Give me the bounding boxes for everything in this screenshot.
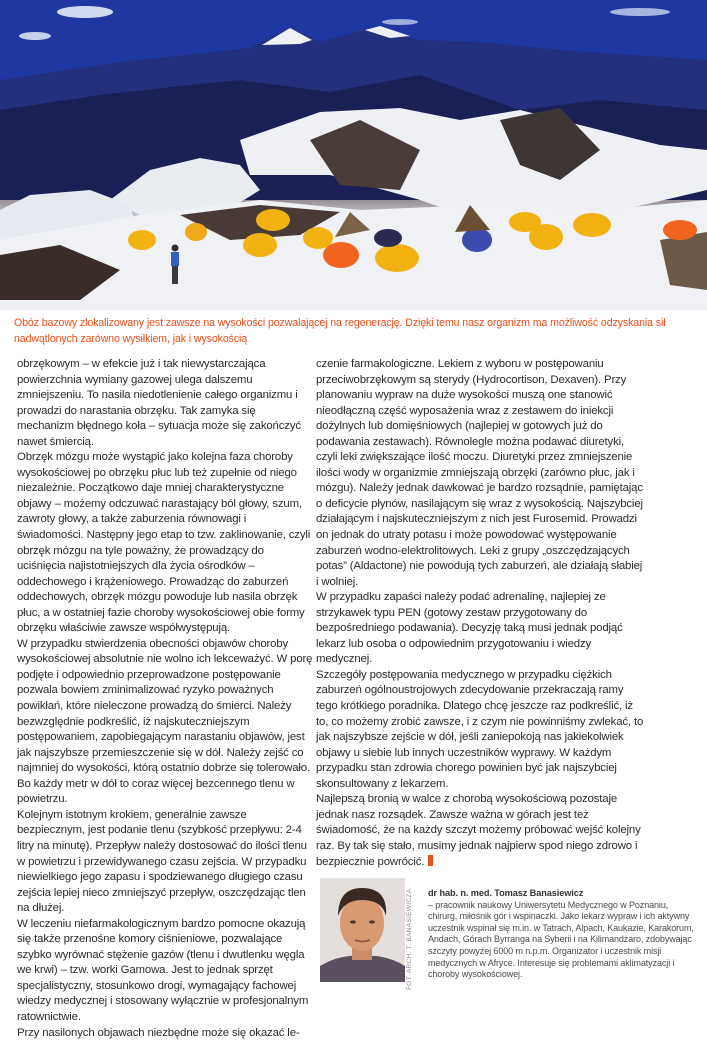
author-name: dr hab. n. med. Tomasz Banasiewicz — [428, 888, 584, 898]
paragraph: czenie farmakologiczne. Lekiem z wyboru w postępowaniu przeciwobrzękowym są sterydy (Hydrocortison, Dexaven). Przy planowaniu wypraw na duże wysokości muszą one stanowić nieodłączną część wyposażenia wraz z zestawem do iniekcji dożylnych lub domięśniowych (najlepiej w gotowych już do podawania zestawach). Równolegle można podawać diuretyki, czyli leki zwiększające ilość moczu. Diuretyki przez zmniejszenie ilości wody w organizmie zmniejszają obrzęki (zarówno płuc, jak i mózgu). Należy jednak dawkować je bardzo rozsądnie, pamiętając o deficycie płynów, nasilającym się wraz z wysokością. Najszybciej działającym i najskuteczniejszym z nich jest Furosemid. Prowadzi on jednak do utraty potasu i może powodować występowanie zaburzeń wodno-elektrolitowych. Leki z grupy „oszczędzających potas” (Aldactone) nie powodują tych zaburzeń, ale działają słabiej i wolniej. — [316, 358, 643, 588]
author-bio: – pracownik naukowy Uniwersytetu Medycznego w Poznaniu, chirurg, miłośnik gór i wspinaczki. Jako lekarz wypraw i ich aktywny uczestnik wspinał się m.in. w Tatrach, Alpach, Kaukazie, Karakorum, Andach, Górach Byrranga na Syberii i na Kilimandżaro, zdobywając szczyty powyżej 6000 m n.p.m. Organizator i uczestnik misji medycznych w Afryce. Interesuje się problemami aklimatyzacji i choroby wysokościowej. — [428, 899, 694, 980]
paragraph: W leczeniu niefarmakologicznym bardzo pomocne okazują się także przenośne komory ciśnieniowe, pozwalające szybko wyrównać stężenie gazów (tlenu i dwutlenku węgla we krwi) – tzw. worki Gamowa. Jest to jednak sprzęt specjalistyczny, stosunkowo drogi, wymagający fachowej wiedzy medycznej i stosowany wyłącznie w profesjonalnym ratownictwie. — [17, 917, 309, 1023]
photo-caption: Obóz bazowy zlokalizowany jest zawsze na wysokości pozwalającej na regenerację. Dzięki temu nasz organizm ma możliwość odzyskania sił nadwątlonych zarówno wysiłkiem, jak i wysokością — [14, 317, 666, 345]
author-bio-box — [428, 888, 698, 981]
paragraph-final — [316, 792, 646, 870]
paragraph: Obrzęk mózgu może wystąpić jako kolejna faza choroby wysokościowej po obrzęku płuc lub też zupełnie od niego niezależnie. Początkowo daje mniej charakterystyczne objawy – możemy odczuwać narastający ból głowy, szum, zawroty głowy, a także zaburzenia równowagi i świadomości. Następny jego etap to tzw. zaklinowanie, czyli obrzęk mózgu na tyle poważny, że prowadzący do uciśnięcia najistotniejszych dla życia ośrodków – oddechowego i krążeniowego. Prowadząc do zaburzeń oddechowych, obrzęk mózgu powoduje lub nasila obrzęk płuc, a w ostatniej fazie choroby wysokościowej obie formy obrzęku właściwie zawsze współwystępują. — [17, 451, 311, 635]
mountain-camp-illustration — [0, 0, 707, 310]
article-column-left — [17, 357, 313, 1041]
paragraph: Szczegóły postępowania medycznego w przypadku ciężkich zaburzeń ogólnoustrojowych zdecydowanie przekraczają ramy tego krótkiego poradnika. Dlatego chcę jeszcze raz podkreślić, iż to, co możemy zrobić zawsze, i z czym nie powinniśmy zwlekać, to jak najszybsze zejście w dół, jeśli zaniepokoją nas jakiekolwiek objawy u siebie lub innych uczestników wyprawy. W każdym przypadku stan zdrowia chorego powinien być jak najszybciej skonsultowany z lekarzem. — [316, 668, 644, 790]
end-of-article-mark-icon — [428, 855, 433, 866]
paragraph: Kolejnym istotnym krokiem, generalnie zawsze bezpiecznym, jest podanie tlenu (szybkość przepływu: 2-4 litry na minutę). Przepływ należy dostosować do ilości tlenu w powietrzu i przewidywanego czasu zejścia. W przypadku niewielkiego jego zapasu i spodziewanego długiego czasu zejścia lepiej nieco zmniejszyć przepływ, oszczędzając tlen na dłużej. — [17, 808, 307, 915]
paragraph-text: Najlepszą bronią w walce z chorobą wysokościową pozostaje jednak nasz rozsądek. Zawsze ważna w górach jest też świadomość, że na każdy szczyt możemy próbować wejść kolejny raz. By tak się stało, musimy jednak najpierw spod niego zdrowo i bezpiecznie powrócić. — [316, 793, 641, 868]
author-portrait-icon — [320, 878, 405, 982]
paragraph: W przypadku zapaści należy podać adrenalinę, najlepiej ze strzykawek typu PEN (gotowy zestaw przygotowany do bezpośredniego podawania). Decyzję taką musi jednak podjąć lekarz lub osoba o odpowiednim przygotowaniu i wiedzy medycznej. — [316, 591, 623, 666]
article-column-right — [316, 357, 646, 870]
author-photo — [320, 878, 405, 982]
photo-credit: FOT. ARCH. T. BANASIEWICZA — [406, 888, 413, 990]
paragraph: W przypadku stwierdzenia obecności objawów choroby wysokościowej absolutnie nie wolno ich lekceważyć. W porę podjęte i odpowiednio przeprowadzone postępowanie pozwala bowiem zminimalizować ryzyko poważnych powikłań, które nieleczone prowadzą do śmierci. Należy bezwzględnie podkreślić, iż najskuteczniejszym postępowaniem, zapobiegającym narastaniu objawów, jest jak najszybsze przemieszczenie się w dół. Należy zejść co najmniej do wysokości, którą ostatnio dobrze się tolerowało. Bo każdy metr w dół to coraz więcej bezcennego tlenu w powietrzu. — [17, 637, 313, 806]
paragraph: obrzękowym – w efekcie już i tak niewystarczająca powierzchnia wymiany gazowej ulega dalszemu zmniejszeniu. To nasila niedotlenienie całego organizmu i prowadzi do narastania obrzęku. Tak zamyka się mechanizm błędnego koła – sytuacja może się zakończyć nawet śmiercią. — [17, 358, 301, 448]
paragraph: Przy nasilonych objawach niezbędne może się okazać le- — [17, 1026, 300, 1039]
hero-photo — [0, 0, 707, 310]
